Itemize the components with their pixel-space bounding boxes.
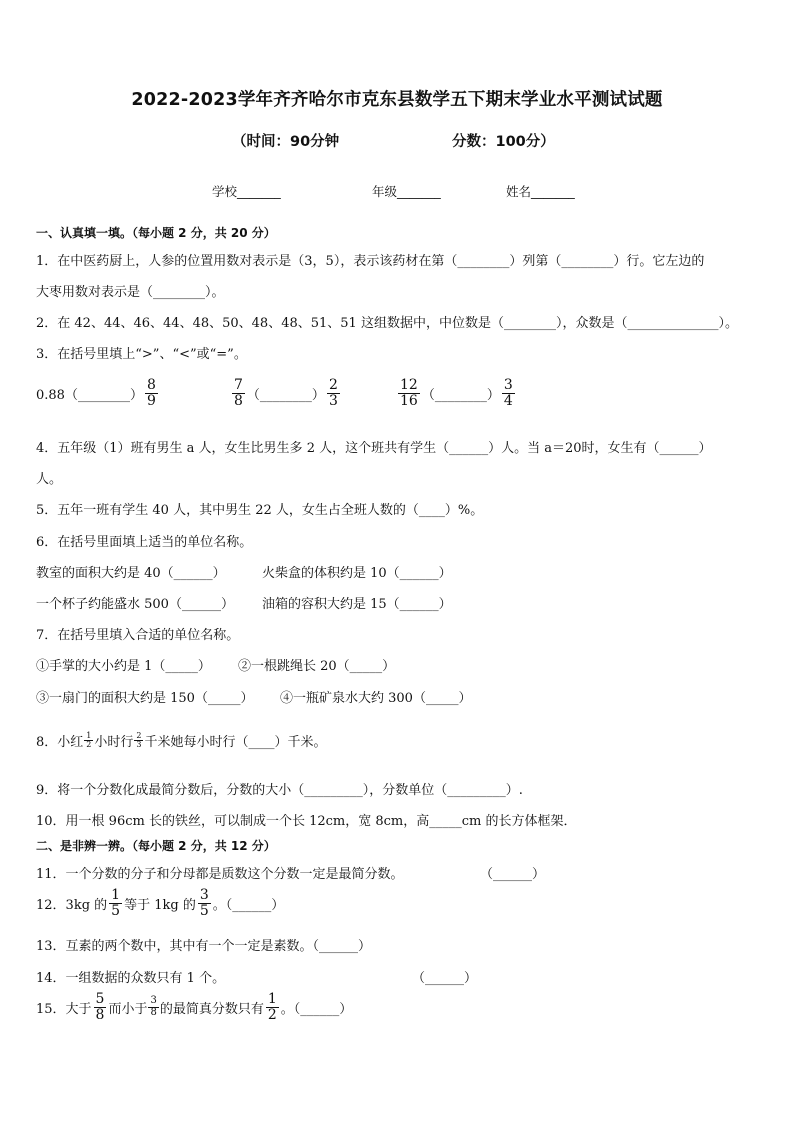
question-11: 11．一个分数的分子和分母都是质数这个分数一定是最简分数。 xyxy=(36,867,404,882)
section-heading-2: 二、是非辨一辨。（每小题 2 分，共 12 分） xyxy=(36,839,276,853)
q8-fraction-2: $\frac{2}{3}$ xyxy=(136,730,142,749)
q3-c-fraction-left: $\frac{12}{16}$ xyxy=(400,377,418,409)
question-3-item-b xyxy=(230,378,342,408)
exam-time: （时间：90分钟 xyxy=(232,134,340,150)
question-13: 13．互素的两个数中，其中有一个一定是素数。（______） xyxy=(36,939,372,954)
question-7-stem: 7．在括号里填入合适的单位名称。 xyxy=(36,628,240,643)
school-field: 学校_______ xyxy=(212,184,281,199)
name-field: 姓名_______ xyxy=(506,184,575,199)
question-7-item-a: ①手掌的大小约是 1（_____） xyxy=(36,659,211,674)
section-heading-1: 一、认真填一填。（每小题 2 分，共 20 分） xyxy=(36,226,276,240)
question-4-line-1: 4．五年级（1）班有男生 a 人，女生比男生多 2 人，这个班共有学生（______）人。当 a＝20时，女生有（______） xyxy=(36,441,712,456)
q3-c-blank: （________） xyxy=(421,387,500,403)
question-11-blank: （______） xyxy=(480,867,546,882)
question-3-item-a xyxy=(36,378,160,408)
question-4-line-2: 人。 xyxy=(36,472,63,487)
q15-part-4: 。（______） xyxy=(280,1001,353,1017)
q8-part-3: 千米她每小时行（____）千米。 xyxy=(144,735,327,750)
question-10: 10．用一根 96cm 长的铁丝，可以制成一个长 12cm，宽 8cm，高_____cm 的长方体框架． xyxy=(36,814,577,829)
q12-part-3: 。（______） xyxy=(212,897,285,913)
q15-part-1: 15．大于 xyxy=(36,1001,92,1017)
question-6-item-d: 油箱的容积大约是 15（______） xyxy=(262,597,452,612)
question-3-stem: 3．在括号里填上“>”、“<”或“=”。 xyxy=(36,347,247,362)
q12-part-1: 12．3kg 的 xyxy=(36,897,108,913)
question-12 xyxy=(36,888,284,918)
question-7-item-b: ②一根跳绳长 20（_____） xyxy=(238,659,396,674)
question-6-item-c: 一个杯子约能盛水 500（______） xyxy=(36,597,234,612)
question-7-item-c: ③一扇门的面积大约是 150（_____） xyxy=(36,691,254,706)
question-8 xyxy=(36,731,327,750)
question-14: 14．一组数据的众数只有 1 个。 xyxy=(36,971,226,986)
question-5: 5．五年一班有学生 40 人，其中男生 22 人，女生占全班人数的（____）%。 xyxy=(36,503,484,518)
q15-fraction-1: $\frac{5}{8}$ xyxy=(95,991,105,1023)
q8-fraction-1: $\frac{1}{2}$ xyxy=(86,730,92,749)
grade-field: 年级_______ xyxy=(372,184,441,199)
question-6-item-a: 教室的面积大约是 40（______） xyxy=(36,566,226,581)
q12-fraction-2: $\frac{3}{5}$ xyxy=(199,887,209,919)
question-9: 9．将一个分数化成最简分数后，分数的大小（_________），分数单位（_________）. xyxy=(36,783,523,798)
question-1-line-1: 1．在中医药厨上，人参的位置用数对表示是（3，5），表示该药材在第（________）列第（________）行。它左边的 xyxy=(36,254,705,269)
q8-part-2: 小时行 xyxy=(94,735,134,750)
q15-part-2: 而小于 xyxy=(108,1001,148,1017)
question-6-stem: 6．在括号里面填上适当的单位名称。 xyxy=(36,535,253,550)
q3-a-left: 0.88（________） xyxy=(36,387,143,403)
exam-score: 分数：100分） xyxy=(452,134,555,150)
q15-part-3: 的最简真分数只有 xyxy=(159,1001,264,1017)
question-7-item-d: ④一瓶矿泉水大约 300（_____） xyxy=(280,691,472,706)
q3-b-blank: （________） xyxy=(246,387,325,403)
q15-fraction-2: $\frac{3}{8}$ xyxy=(150,995,157,1018)
q3-b-fraction-right: $\frac{2}{3}$ xyxy=(328,377,338,409)
page-title: 2022-2023学年齐齐哈尔市克东县数学五下期末学业水平测试试题 xyxy=(131,90,663,110)
question-3-item-c xyxy=(396,378,517,408)
q3-c-fraction-right: $\frac{3}{4}$ xyxy=(503,377,513,409)
question-6-item-b: 火柴盒的体积约是 10（______） xyxy=(262,566,452,581)
question-15 xyxy=(36,992,352,1022)
q12-part-2: 等于 1kg 的 xyxy=(124,897,196,913)
q3-b-fraction-left: $\frac{7}{8}$ xyxy=(234,377,243,409)
question-2: 2．在 42、44、46、44、48、50、48、48、51、51 这组数据中，中位数是（________），众数是（______________）。 xyxy=(36,316,738,331)
question-14-blank: （______） xyxy=(412,971,478,986)
q3-a-fraction: $\frac{8}{9}$ xyxy=(146,377,156,409)
q8-part-1: 8．小红 xyxy=(36,735,84,750)
question-1-line-2: 大枣用数对表示是（________）。 xyxy=(36,285,225,300)
q12-fraction-1: $\frac{1}{5}$ xyxy=(111,887,121,919)
q15-fraction-3: $\frac{1}{2}$ xyxy=(267,991,277,1023)
